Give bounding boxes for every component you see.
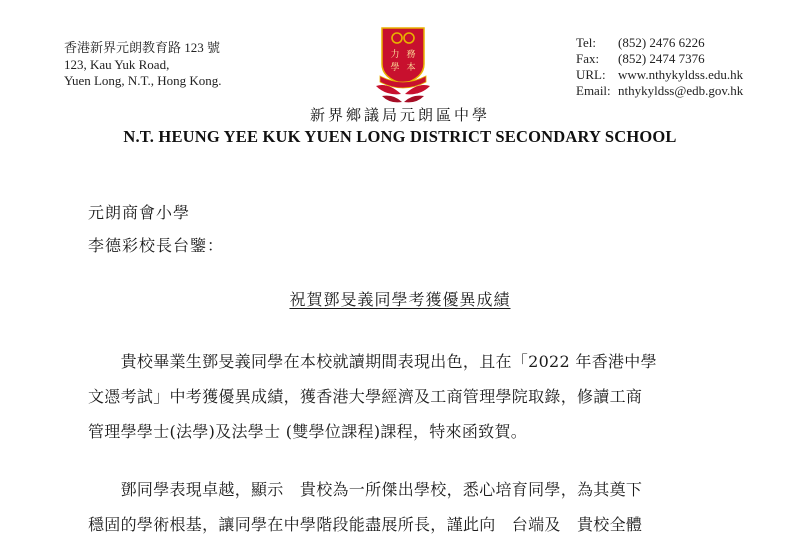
school-name-english: N.T. HEUNG YEE KUK YUEN LONG DISTRICT SECONDARY SCHOOL bbox=[123, 127, 677, 146]
paragraph-1-line-3: 管理學學士(法學)及法學士 (雙學位課程)課程，特來函致賀。 bbox=[88, 422, 528, 441]
contact-email bbox=[576, 83, 743, 99]
contact-email-label: Email: bbox=[576, 83, 611, 98]
contact-fax-label: Fax: bbox=[576, 51, 600, 66]
contact-url-label: URL: bbox=[576, 67, 606, 82]
contact-email-value: nthykyldss@edb.gov.hk bbox=[618, 83, 744, 98]
crest-char-2: 務 bbox=[406, 50, 416, 60]
paragraph-2-line-1: 鄧同學表現卓越，顯示 貴校為一所傑出學校，悉心培育同學，為其奠下 bbox=[88, 480, 643, 499]
address-chinese: 香港新界元朗教育路 123 號 bbox=[64, 40, 221, 55]
paragraph-1-line-1: 貴校畢業生鄧旻義同學在本校就讀期間表現出色，且在「2022 年香港中學 bbox=[88, 352, 657, 371]
contact-fax-value: (852) 2474 7376 bbox=[618, 51, 705, 66]
recipient-school: 元朗商會小學 bbox=[88, 203, 191, 222]
contact-fax bbox=[576, 51, 743, 67]
paragraph-2-line-2: 穩固的學術根基，讓同學在中學階段能盡展所長，謹此向 台端及 貴校全體 bbox=[88, 515, 643, 534]
letter-subject bbox=[0, 287, 800, 310]
contact-tel-value: (852) 2476 6226 bbox=[618, 35, 705, 50]
crest-char-3: 學 bbox=[390, 63, 400, 73]
contact-url bbox=[576, 67, 743, 83]
crest-char-4: 本 bbox=[406, 63, 416, 73]
school-address bbox=[64, 40, 222, 90]
letter-subject-text: 祝賀鄧旻義同學考獲優異成績 bbox=[289, 290, 511, 309]
address-english-line-1: 123, Kau Yuk Road, bbox=[64, 56, 170, 72]
contact-tel bbox=[576, 35, 743, 51]
contact-url-value: www.nthykyldss.edu.hk bbox=[618, 67, 744, 82]
paragraph-spacer bbox=[88, 449, 657, 472]
contact-tel-label: Tel: bbox=[576, 35, 597, 50]
school-crest-logo bbox=[368, 24, 438, 106]
letter-body bbox=[88, 344, 657, 542]
crest-char-1: 力 bbox=[390, 50, 400, 60]
school-name-chinese: 新界鄉議局元朗區中學 bbox=[309, 106, 490, 124]
recipient-principal: 李德彩校長台鑒： bbox=[88, 236, 225, 255]
contact-info bbox=[576, 35, 743, 99]
paragraph-1-line-2: 文憑考試」中考獲優異成績，獲香港大學經濟及工商管理學院取錄，修讀工商 bbox=[88, 387, 643, 406]
recipient-block bbox=[88, 196, 224, 262]
address-english-line-2: Yuen Long, N.T., Hong Kong. bbox=[64, 73, 222, 88]
